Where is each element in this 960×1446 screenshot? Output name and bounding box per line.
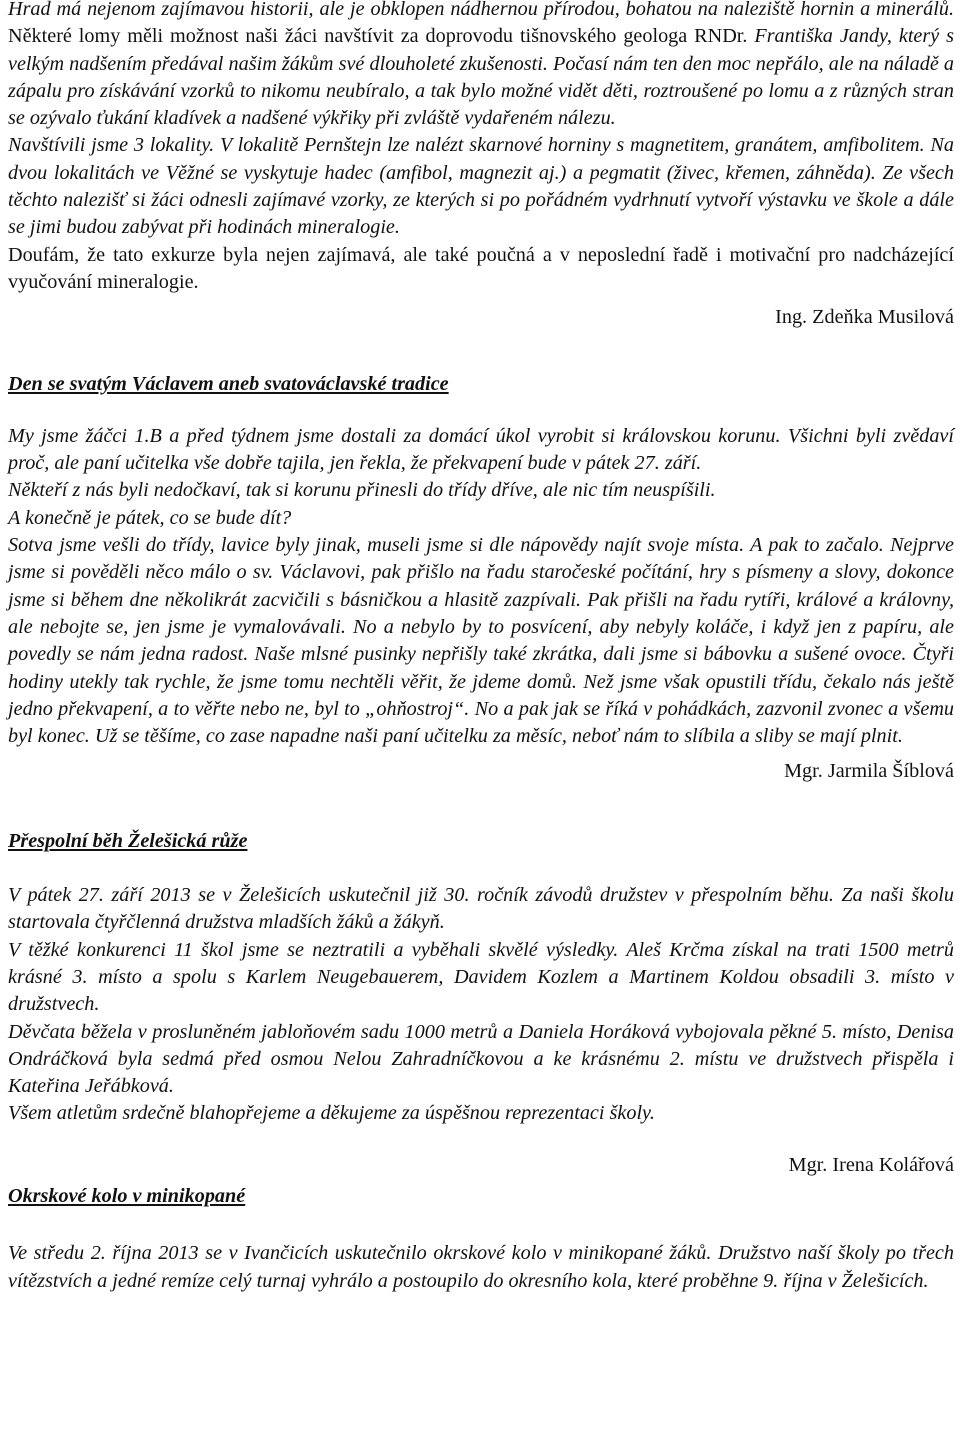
s1-paragraph-2 [8, 132, 954, 241]
s2-paragraph-1: My jsme žáčci 1.B a před týdnem jsme dostali za domácí úkol vyrobit si královskou korunu. Všichni byli zvědaví proč, ale paní učitelka vše dobře tajila, jen řekla, že překvapení bude v pátek 27. září. [8, 424, 954, 475]
s4-paragraph-1: Ve středu 2. října 2013 se v Ivančicích uskutečnilo okrskové kolo v minikopané žáků. Družstvo naší školy po třech vítězstvích a jedné remíze celý turnaj vyhrálo a postoupilo do okresního kola, které proběhne 9. října v Želešicích. [8, 1242, 954, 1292]
s3-paragraph-4: Všem atletům srdečně blahopřejeme a děkujeme za úspěšnou reprezentaci školy. [8, 1102, 655, 1125]
s3-paragraph-3: Děvčata běžela v prosluněném jabloňovém sadu 1000 metrů a Daniela Horáková vybojovala pěkné 5. místo, Denisa Ondráčková byla sedmá před osmou Nelou Zahradníčkovou a ke krásnému 2. místu ve družstvech přispěla i Kateřina Jeřábková. [8, 1020, 954, 1098]
s1-paragraph-3: Doufám, že tato exkurze byla nejen zajímavá, ale také poučná a v neposlední řadě i motivační pro nadcházející vyučování mineralogie. [8, 243, 954, 293]
s2-title: Den se svatým Václavem aneb svatováclavské tradice [8, 372, 449, 395]
s1-p2b-text: Ze všech těchto nalezišť si žáci odnesli zajímavé vzorky, ze kterých si po pořádném vydrhnutí vytvoří výstavku ve škole a dále se jimi budou zabývat při hodinách mineralogie. [8, 161, 954, 239]
s1-p2-text: Navštívili jsme 3 lokality. V lokalitě Pernštejn lze nalézt skarnové horniny s magnetitem, granátem, amfibolitem. Na dvou lokalitách ve Věžné se vyskytuje hadec (amfibol, magnezit aj.) a pegmatit (živec, křemen, záhněda). [8, 134, 954, 184]
s1-signature: Ing. Zdeňka Musilová [775, 306, 954, 329]
s4-title: Okrskové kolo v minikopané [8, 1184, 246, 1207]
s1-p1d-text: Počasí nám ten den moc nepřálo, ale na náladě a zápalu pro získávání vzorků to nikomu neubíralo, a tak bylo možné vidět děti, roztroušené po lomu a z různých stran se ozývalo ťukání kladívek a nadšené výkřiky při zvláště vydařeném nálezu. [8, 52, 954, 130]
s1-p1c-text: Františka Jandy, který s velkým nadšením předával našim žákům své dlouholeté zkušenosti. [8, 25, 954, 75]
s1-p1-text: Hrad má nejenom zajímavou historii, ale je obklopen nádhernou přírodou, bohatou na naleziště hornin a minerálů. [8, 0, 954, 20]
s2-signature: Mgr. Jarmila Šíblová [784, 760, 954, 783]
s2-paragraph-2: Někteří z nás byli nedočkaví, tak si korunu přinesli do třídy dříve, ale nic tím neuspíšili. [8, 479, 716, 502]
s1-paragraph-1 [8, 0, 954, 132]
s1-p1b-text: Některé lomy měli možnost naši žáci navštívit za doprovodu tišnovského geologa RNDr. [8, 25, 748, 48]
s3-paragraph-2: V těžké konkurenci 11 škol jsme se neztratili a vyběhali skvělé výsledky. Aleš Krčma získal na trati 1500 metrů krásné 3. místo a spolu s Karlem Neugebauerem, Davidem Kozlem a Martinem Koldou obsadili 3. místo v družstvech. [8, 938, 954, 1016]
s3-signature: Mgr. Irena Kolářová [788, 1153, 954, 1176]
s3-title: Přespolní běh Želešická růže [8, 829, 248, 852]
s2-paragraph-4: Sotva jsme vešli do třídy, lavice byly jinak, museli jsme si dle nápovědy najít svoje místa. A pak to začalo. Nejprve jsme si pověděli něco málo o sv. Václavovi, pak přišlo na řadu staročeské počítání, hry s písmeny a slovy, dokonce jsme si během dne několikrát zacvičili s básničkou a hlasitě zazpívali. Pak přišli na řadu rytíři, králové a královny, ale nebojte se, jen jsme je vymalovávali. No a nebylo by to posvícení, aby nebyly koláče, i když jen z papíru, ale povedly se nám jedna radost. Naše mlsné pusinky nepřišly také zkrátka, dali jsme si bábovku a sušené ovoce. Čtyři hodiny utekly tak rychle, že jsme tomu nechtěli věřit, že jdeme domů. Než jsme však opustili třídu, čekalo nás ještě jedno překvapení, a to věřte nebo ne, byl to „ohňostroj“. No a pak jak se říká v pohádkách, zazvonil zvonec a všemu byl konec. Už se těšíme, co zase napadne naši paní učitelku za měsíc, neboť nám to slíbila a sliby se mají plnit. [8, 534, 954, 748]
s3-paragraph-1: V pátek 27. září 2013 se v Želešicích uskutečnil již 30. ročník závodů družstev v přespolním běhu. Za naši školu startovala čtyřčlenná družstva mladších žáků a žákyň. [8, 884, 954, 934]
s2-paragraph-3: A konečně je pátek, co se bude dít? [8, 506, 292, 529]
